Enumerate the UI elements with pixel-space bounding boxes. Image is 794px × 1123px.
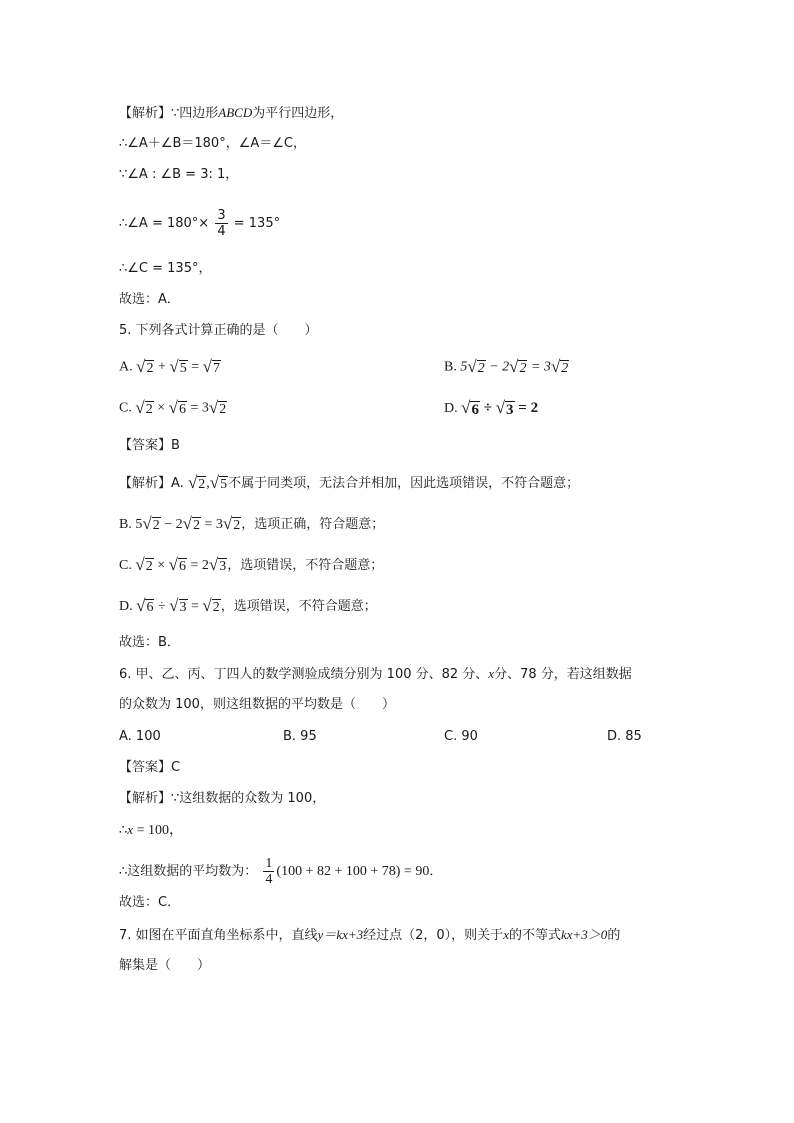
- sqrt: √ 2: [135, 555, 153, 574]
- variable: x: [503, 927, 509, 942]
- option-a: A. 100: [119, 729, 161, 744]
- option-a: A. √ 2 + √ 5 = √ 7: [119, 357, 220, 376]
- question-stem: 的众数为 100，则这组数据的平均数是（ ）: [119, 697, 395, 712]
- sqrt: √ 3: [169, 596, 187, 615]
- sqrt: √ 2: [182, 514, 200, 533]
- numerator: 3: [217, 208, 226, 223]
- sqrt: √ 5: [169, 357, 187, 376]
- sqrt: √ 6: [168, 555, 186, 574]
- question-stem: [119, 323, 318, 339]
- sqrt: √ 2: [187, 473, 206, 492]
- sqrt: √ 6: [168, 398, 186, 417]
- option-label: B.: [444, 359, 457, 375]
- option-b: B. 95: [283, 729, 317, 744]
- sqrt: √ 7: [202, 357, 220, 376]
- analysis-line: ∴这组数据的平均数为： $\frac{1}{4}$ (100 + 82 + 100 + 78) = 90．: [119, 856, 443, 887]
- analysis-line: [119, 261, 211, 277]
- variable: x: [488, 666, 495, 681]
- selection-line: [119, 292, 180, 308]
- sqrt: √ 6: [136, 596, 154, 615]
- analysis-line: [119, 167, 238, 183]
- answer-line: [119, 760, 180, 776]
- sqrt: √ 2: [222, 514, 241, 533]
- fraction: $\frac{1}{4}$: [265, 856, 273, 887]
- sqrt: √ 2: [136, 357, 154, 376]
- question-stem: 解集是（ ）: [119, 958, 211, 973]
- sqrt: √ 2: [467, 357, 485, 376]
- question-text: 5. 下列各式计算正确的是（ ）: [119, 323, 318, 338]
- denominator: 4: [217, 224, 226, 239]
- sqrt: √ 2: [509, 357, 527, 376]
- answer-text: 【答案】B: [119, 438, 180, 453]
- option-d: D. √ 6 ÷ √ 3 = 2: [444, 398, 539, 418]
- sqrt: √ 3: [495, 398, 514, 418]
- equation-text: ∴∠A＋∠B＝180°，∠A＝∠C，: [119, 136, 306, 151]
- equation-text: = 135°: [233, 216, 281, 231]
- selection-line: [119, 635, 180, 651]
- ratio-text: ∵∠A : ∠B = 3: 1，: [119, 167, 239, 182]
- analysis-text: 为平行四边形，: [252, 106, 344, 121]
- sqrt: √ 3: [208, 555, 227, 574]
- analysis-line: [119, 136, 306, 152]
- quadrilateral-name: ABCD: [218, 105, 253, 120]
- equation-text: ∴∠A = 180°×: [119, 216, 210, 231]
- inequality: kx+3＞0: [560, 927, 608, 942]
- option-label: A.: [119, 359, 133, 375]
- sqrt: √ 2: [550, 357, 569, 376]
- option-b: B. 5 √ 2 − 2 √ 2 = 3 √ 2: [444, 357, 569, 376]
- analysis-line: D. √ 6 ÷ √ 3 = √ 2 ，选项错误，不符合题意；: [119, 596, 377, 615]
- fraction: [215, 208, 227, 239]
- sqrt: √ 2: [208, 398, 227, 417]
- analysis-line: 【解析】∵这组数据的众数为 100，: [119, 791, 326, 806]
- analysis-line: C. √ 2 × √ 6 = 2 √ 3 ，选项错误，不符合题意；: [119, 555, 384, 574]
- answer-text: 【答案】C: [119, 760, 181, 775]
- analysis-line: B. 5 √ 2 − 2 √ 2 = 3 √ 2 ，选项正确，符合题意；: [119, 514, 385, 533]
- variable: x: [127, 822, 134, 837]
- analysis-line: 【解析】A. √ 2 , √ 5 不属于同类项，无法合并相加，因此选项错误，不符合题意；: [119, 473, 580, 492]
- option-label: D.: [444, 400, 458, 416]
- selection-line: [119, 895, 180, 911]
- analysis-line: ∴x = 100，: [119, 822, 183, 838]
- question-stem: 6. 甲、乙、丙、丁四人的数学测验成绩分别为 100 分、82 分、x分、78 分，若这组数据: [119, 666, 632, 682]
- option-d: D. 85: [607, 729, 642, 744]
- sqrt: √ 5: [209, 473, 228, 492]
- option-label: C.: [119, 400, 132, 416]
- selection-text: 故选：B．: [119, 635, 180, 650]
- sqrt: √ 2: [142, 514, 160, 533]
- sqrt: √ 2: [135, 398, 153, 417]
- analysis-line: [119, 105, 343, 122]
- option-c: C. √ 2 × √ 6 = 3 √ 2: [119, 398, 227, 417]
- analysis-text: 【解析】∵四边形: [119, 106, 219, 121]
- option-c: C. 90: [444, 729, 478, 744]
- answer-line: [119, 438, 180, 454]
- equation: y＝kx+3: [317, 927, 364, 942]
- sqrt: √ 6: [461, 398, 479, 418]
- analysis-line: [119, 208, 280, 239]
- sqrt: √ 2: [202, 596, 220, 615]
- question-stem: 7. 如图在平面直角坐标系中，直线y＝kx+3经过点（2，0），则关于x的不等式kx+3＞0的: [119, 927, 621, 943]
- equation-text: ∴∠C = 135°，: [119, 261, 212, 276]
- selection-text: 故选：A．: [119, 292, 180, 307]
- selection-text: 故选：C．: [119, 895, 181, 910]
